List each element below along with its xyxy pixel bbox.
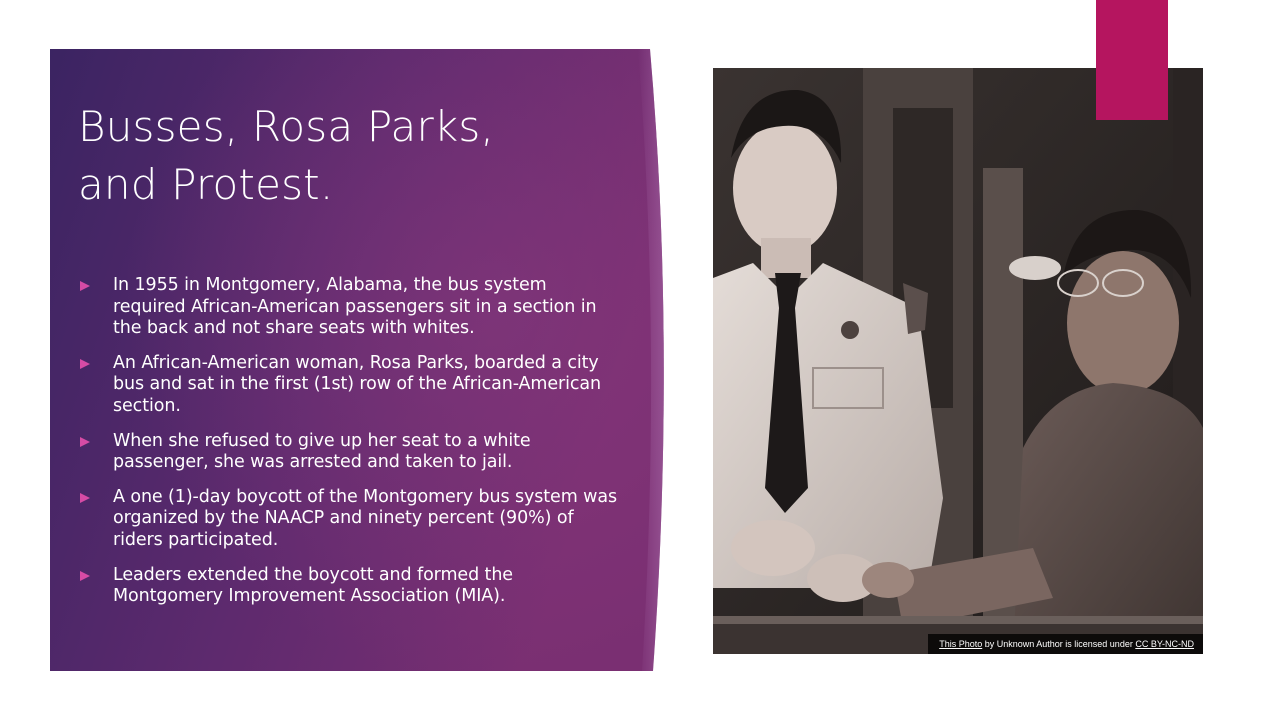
bullet-text: In 1955 in Montgomery, Alabama, the bus system required African-American passengers sit in a section in the back and not share seats with whites. bbox=[113, 275, 597, 339]
title-line-2: and Protest. bbox=[78, 160, 334, 209]
triangle-bullet-icon bbox=[80, 437, 90, 447]
triangle-bullet-icon bbox=[80, 359, 90, 369]
attribution-text: by Unknown Author is licensed under bbox=[982, 639, 1136, 649]
bullet-text: An African-American woman, Rosa Parks, boarded a city bus and sat in the first (1st) row of the African-American section. bbox=[113, 352, 602, 416]
accent-bar bbox=[1096, 0, 1168, 120]
bullet-item bbox=[78, 565, 618, 608]
title-line-1: Busses, Rosa Parks, bbox=[78, 102, 495, 151]
triangle-bullet-icon bbox=[80, 571, 90, 581]
bullet-text: Leaders extended the boycott and formed the Montgomery Improvement Association (MIA). bbox=[113, 564, 513, 607]
bullet-list bbox=[78, 275, 618, 621]
triangle-bullet-icon bbox=[80, 493, 90, 503]
photo-illustration bbox=[713, 68, 1203, 654]
bullet-item bbox=[78, 275, 618, 340]
bullet-text: When she refused to give up her seat to a white passenger, she was arrested and taken to jail. bbox=[113, 430, 531, 473]
bullet-item bbox=[78, 353, 618, 418]
bullet-item bbox=[78, 431, 618, 474]
license-link[interactable]: CC BY-NC-ND bbox=[1135, 639, 1194, 649]
triangle-bullet-icon bbox=[80, 281, 90, 291]
photo-source-link[interactable]: This Photo bbox=[939, 639, 983, 649]
historical-photo bbox=[713, 68, 1203, 654]
bullet-item bbox=[78, 487, 618, 552]
slide-title bbox=[78, 98, 618, 214]
photo-attribution bbox=[928, 634, 1203, 654]
bullet-text: A one (1)-day boycott of the Montgomery bus system was organized by the NAACP and ninety percent (90%) of riders participated. bbox=[113, 486, 617, 550]
